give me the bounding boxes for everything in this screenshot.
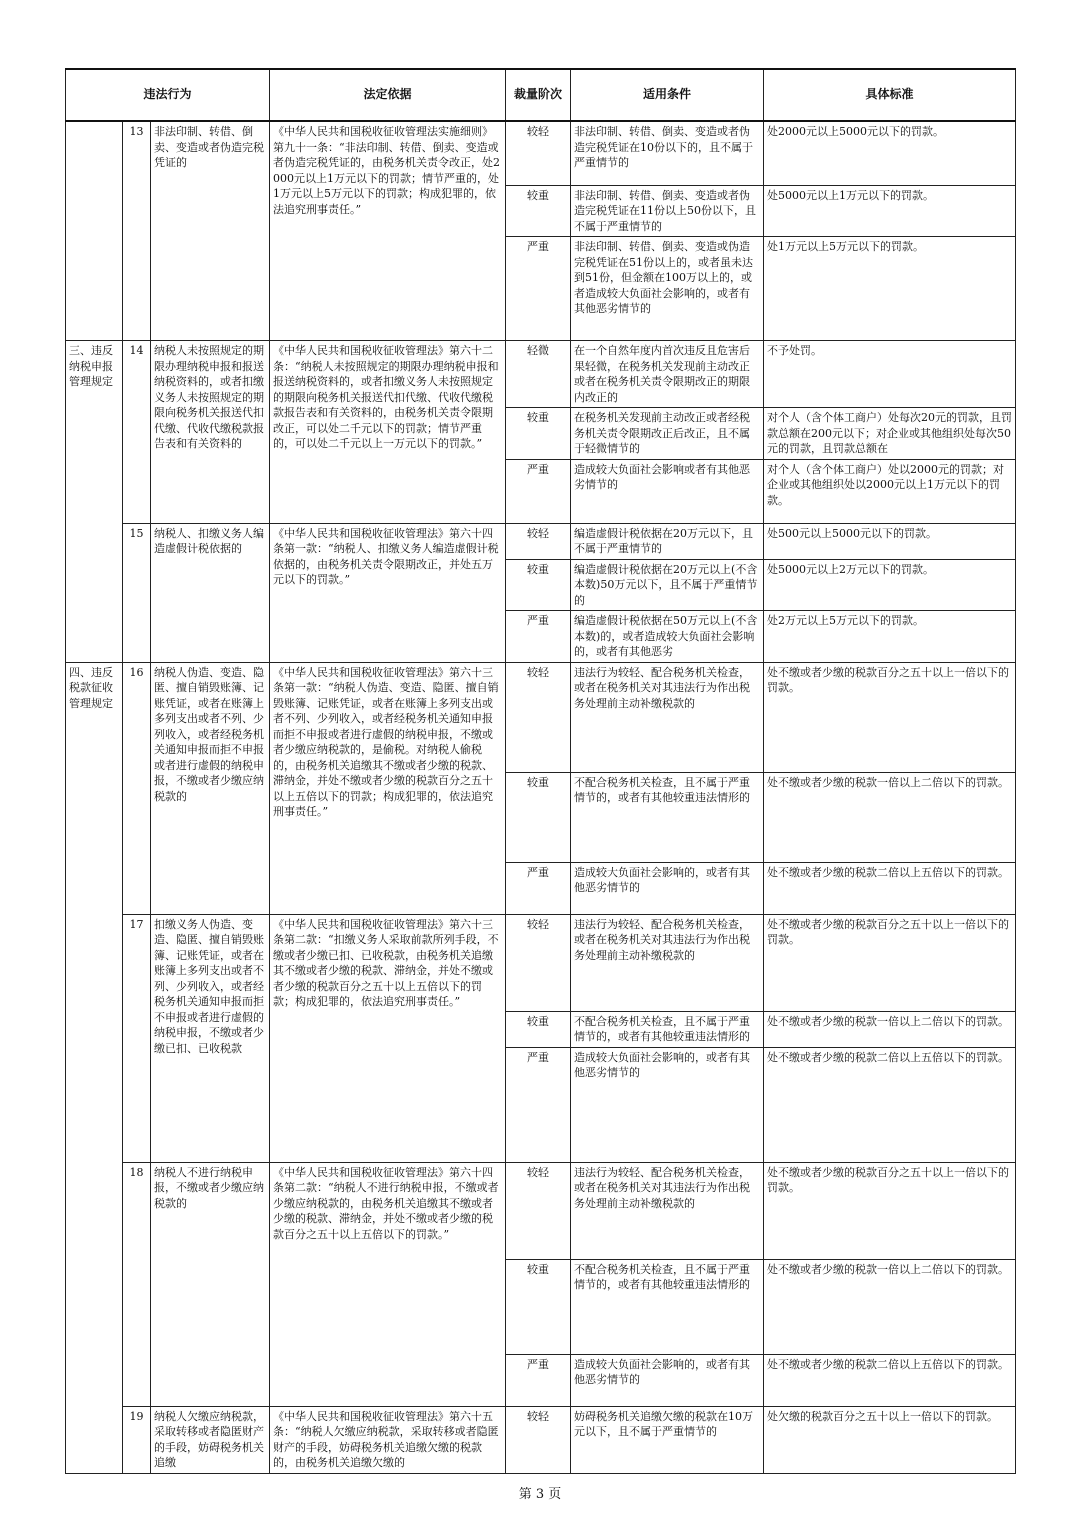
standard-cell: 处不缴或者少缴的税款二倍以上五倍以下的罚款。	[764, 862, 1016, 914]
condition-cell: 造成较大负面社会影响的，或者有其他恶劣情节的	[571, 1047, 764, 1162]
standard-cell: 处1万元以上5万元以下的罚款。	[764, 237, 1016, 341]
level-cell: 较轻	[506, 121, 571, 185]
standard-cell: 对个人（含个体工商户）处以2000元的罚款；对企业或其他组织处以2000元以上1万元以下的罚款。	[764, 459, 1016, 523]
table-row	[66, 121, 1016, 185]
condition-cell: 妨碍税务机关追缴欠缴的税款在10万元以下，且不属于严重情节的	[571, 1406, 764, 1473]
basis-cell: 《中华人民共和国税收征收管理法》第六十三条第二款：“扣缴义务人采取前款所列手段，不缴或者少缴已扣、已收税款，由税务机关追缴其不缴或者少缴的税款、滞纳金，并处不缴或者少缴的税款百分之五十以上五倍以下的罚款；构成犯罪的，依法追究刑事责任。”	[270, 914, 506, 1162]
condition-cell: 造成较大负面社会影响或者有其他恶劣情节的	[571, 459, 764, 523]
category-cell	[66, 121, 123, 341]
level-cell: 较重	[506, 408, 571, 460]
item-number: 16	[123, 662, 151, 914]
basis-cell: 《中华人民共和国税收征收管理法》第六十四条第二款：“纳税人不进行纳税申报，不缴或者少缴应纳税款的，由税务机关追缴其不缴或者少缴的税款、滞纳金，并处不缴或者少缴的税款百分之五十以上五倍以下的罚款。”	[270, 1162, 506, 1406]
level-cell: 较重	[506, 772, 571, 862]
standard-cell: 处不缴或者少缴的税款百分之五十以上一倍以下的罚款。	[764, 662, 1016, 772]
standard-cell: 处5000元以上1万元以下的罚款。	[764, 185, 1016, 237]
header-basis: 法定依据	[270, 69, 506, 121]
level-cell: 严重	[506, 611, 571, 663]
standard-cell: 处不缴或者少缴的税款一倍以上二倍以下的罚款。	[764, 772, 1016, 862]
level-cell: 较轻	[506, 914, 571, 1011]
condition-cell: 在税务机关发现前主动改正或者经税务机关责令限期改正后改正，且不属于轻微情节的	[571, 408, 764, 460]
condition-cell: 在一个自然年度内首次违反且危害后果轻微，在税务机关发现前主动改正或者在税务机关责令限期改正的期限内改正的	[571, 341, 764, 408]
standard-cell: 处不缴或者少缴的税款一倍以上二倍以下的罚款。	[764, 1259, 1016, 1354]
condition-cell: 违法行为较轻、配合税务机关检查，或者在税务机关对其违法行为作出税务处理前主动补缴税款的	[571, 1162, 764, 1259]
level-cell: 较轻	[506, 523, 571, 559]
level-cell: 严重	[506, 1354, 571, 1406]
condition-cell: 造成较大负面社会影响的，或者有其他恶劣情节的	[571, 862, 764, 914]
table-row	[66, 1162, 1016, 1259]
behavior-cell: 扣缴义务人伪造、变造、隐匿、擅自销毁账簿、记账凭证，或者在账簿上多列支出或者不列、少列收入，或者经税务机关通知申报而拒不申报或者进行虚假的纳税申报，不缴或者少缴已扣、已收税款	[151, 914, 270, 1162]
category-cell: 三、违反纳税申报管理规定	[66, 341, 123, 663]
table-row	[66, 662, 1016, 772]
header-behavior: 违法行为	[66, 69, 270, 121]
table-row	[66, 914, 1016, 1011]
item-number: 17	[123, 914, 151, 1162]
level-cell: 严重	[506, 237, 571, 341]
level-cell: 严重	[506, 459, 571, 523]
standard-cell: 对个人（含个体工商户）处每次20元的罚款，且罚款总额在200元以下；对企业或其他组织处每次50元的罚款，且罚款总额在	[764, 408, 1016, 460]
category-cell: 四、违反税款征收管理规定	[66, 662, 123, 1473]
condition-cell: 非法印制、转借、倒卖、变造或者伪造完税凭证在10份以下的，且不属于严重情节的	[571, 121, 764, 185]
level-cell: 较重	[506, 1011, 571, 1047]
page-number: 第 3 页	[518, 1487, 562, 1502]
condition-cell: 违法行为较轻、配合税务机关检查，或者在税务机关对其违法行为作出税务处理前主动补缴税款的	[571, 914, 764, 1011]
condition-cell: 编造虚假计税依据在20万元以上(不含本数)50万元以下，且不属于严重情节的	[571, 559, 764, 611]
item-number: 14	[123, 341, 151, 524]
level-cell: 较轻	[506, 662, 571, 772]
level-cell: 较重	[506, 559, 571, 611]
table-row	[66, 341, 1016, 408]
standard-cell: 处欠缴的税款百分之五十以上一倍以下的罚款。	[764, 1406, 1016, 1473]
basis-cell: 《中华人民共和国税收征收管理法》第六十二条：“纳税人未按照规定的期限办理纳税申报和报送纳税资料的，或者扣缴义务人未按照规定的期限向税务机关报送代扣代缴、代收代缴税款报告表和有关资料的，由税务机关责令限期改正，可以处二千元以下的罚款；情节严重的，可以处二千元以上一万元以下的罚款。”	[270, 341, 506, 524]
header-condition: 适用条件	[571, 69, 764, 121]
standard-cell: 处不缴或者少缴的税款二倍以上五倍以下的罚款。	[764, 1047, 1016, 1162]
table-row	[66, 523, 1016, 559]
item-number: 15	[123, 523, 151, 662]
condition-cell: 编造虚假计税依据在20万元以下，且不属于严重情节的	[571, 523, 764, 559]
behavior-cell: 纳税人不进行纳税申报，不缴或者少缴应纳税款的	[151, 1162, 270, 1406]
condition-cell: 非法印制、转借、倒卖、变造或者伪造完税凭证在11份以上50份以下，且不属于严重情节的	[571, 185, 764, 237]
condition-cell: 编造虚假计税依据在50万元以上(不含本数)的，或者造成较大负面社会影响的，或者有其他恶劣	[571, 611, 764, 663]
level-cell: 严重	[506, 862, 571, 914]
penalty-discretion-table	[65, 68, 1016, 1474]
level-cell: 较轻	[506, 1406, 571, 1473]
basis-cell: 《中华人民共和国税收征收管理法》第六十五条：“纳税人欠缴应纳税款，采取转移或者隐匿财产的手段，妨碍税务机关追缴欠缴的税款的，由税务机关追缴欠缴的	[270, 1406, 506, 1473]
header-level: 裁量阶次	[506, 69, 571, 121]
standard-cell: 处5000元以上2万元以下的罚款。	[764, 559, 1016, 611]
condition-cell: 不配合税务机关检查，且不属于严重情节的，或者有其他较重违法情形的	[571, 1259, 764, 1354]
standard-cell: 处2000元以上5000元以下的罚款。	[764, 121, 1016, 185]
header-standard: 具体标准	[764, 69, 1016, 121]
level-cell: 严重	[506, 1047, 571, 1162]
level-cell: 较轻	[506, 1162, 571, 1259]
basis-cell: 《中华人民共和国税收征收管理法实施细则》第九十一条：“非法印制、转借、倒卖、变造或者伪造完税凭证的，由税务机关责令改正，处2000元以上1万元以下的罚款；情节严重的，处1万元以上5万元以下的罚款；构成犯罪的，依法追究刑事责任。”	[270, 121, 506, 341]
condition-cell: 不配合税务机关检查，且不属于严重情节的，或者有其他较重违法情形的	[571, 1011, 764, 1047]
header-row	[66, 69, 1016, 121]
basis-cell: 《中华人民共和国税收征收管理法》第六十四条第一款：“纳税人、扣缴义务人编造虚假计税依据的，由税务机关责令限期改正，并处五万元以下的罚款。”	[270, 523, 506, 662]
condition-cell: 违法行为较轻、配合税务机关检查，或者在税务机关对其违法行为作出税务处理前主动补缴税款的	[571, 662, 764, 772]
level-cell: 轻微	[506, 341, 571, 408]
behavior-cell: 纳税人、扣缴义务人编造虚假计税依据的	[151, 523, 270, 662]
level-cell: 较重	[506, 1259, 571, 1354]
item-number: 13	[123, 121, 151, 341]
standard-cell: 处不缴或者少缴的税款百分之五十以上一倍以下的罚款。	[764, 1162, 1016, 1259]
behavior-cell: 非法印制、转借、倒卖、变造或者伪造完税凭证的	[151, 121, 270, 341]
behavior-cell: 纳税人欠缴应纳税款，采取转移或者隐匿财产的手段，妨碍税务机关追缴	[151, 1406, 270, 1473]
condition-cell: 非法印制、转借、倒卖、变造或伪造完税凭证在51份以上的，或者虽未达到51份，但金额在100万以上的，或者造成较大负面社会影响的，或者有其他恶劣情节的	[571, 237, 764, 341]
condition-cell: 造成较大负面社会影响的，或者有其他恶劣情节的	[571, 1354, 764, 1406]
standard-cell: 处不缴或者少缴的税款二倍以上五倍以下的罚款。	[764, 1354, 1016, 1406]
standard-cell: 不予处罚。	[764, 341, 1016, 408]
behavior-cell: 纳税人未按照规定的期限办理纳税申报和报送纳税资料的，或者扣缴义务人未按照规定的期限向税务机关报送代扣代缴、代收代缴税款报告表和有关资料的	[151, 341, 270, 524]
behavior-cell: 纳税人伪造、变造、隐匿、擅自销毁账簿、记账凭证，或者在账簿上多列支出或者不列、少列收入，或者经税务机关通知申报而拒不申报或者进行虚假的纳税申报，不缴或者少缴应纳税款的	[151, 662, 270, 914]
item-number: 18	[123, 1162, 151, 1406]
table-row	[66, 1406, 1016, 1473]
condition-cell: 不配合税务机关检查，且不属于严重情节的，或者有其他较重违法情形的	[571, 772, 764, 862]
basis-cell: 《中华人民共和国税收征收管理法》第六十三条第一款：“纳税人伪造、变造、隐匿、擅自销毁账簿、记账凭证，或者在账簿上多列支出或者不列、少列收入，或者经税务机关通知申报而拒不申报或者进行虚假的纳税申报，不缴或者少缴应纳税款的，是偷税。对纳税人偷税的，由税务机关追缴其不缴或者少缴的税款、滞纳金，并处不缴或者少缴的税款百分之五十以上五倍以下的罚款；构成犯罪的，依法追究刑事责任。”	[270, 662, 506, 914]
standard-cell: 处不缴或者少缴的税款百分之五十以上一倍以下的罚款。	[764, 914, 1016, 1011]
level-cell: 较重	[506, 185, 571, 237]
standard-cell: 处500元以上5000元以下的罚款。	[764, 523, 1016, 559]
standard-cell: 处不缴或者少缴的税款一倍以上二倍以下的罚款。	[764, 1011, 1016, 1047]
item-number: 19	[123, 1406, 151, 1473]
standard-cell: 处2万元以上5万元以下的罚款。	[764, 611, 1016, 663]
